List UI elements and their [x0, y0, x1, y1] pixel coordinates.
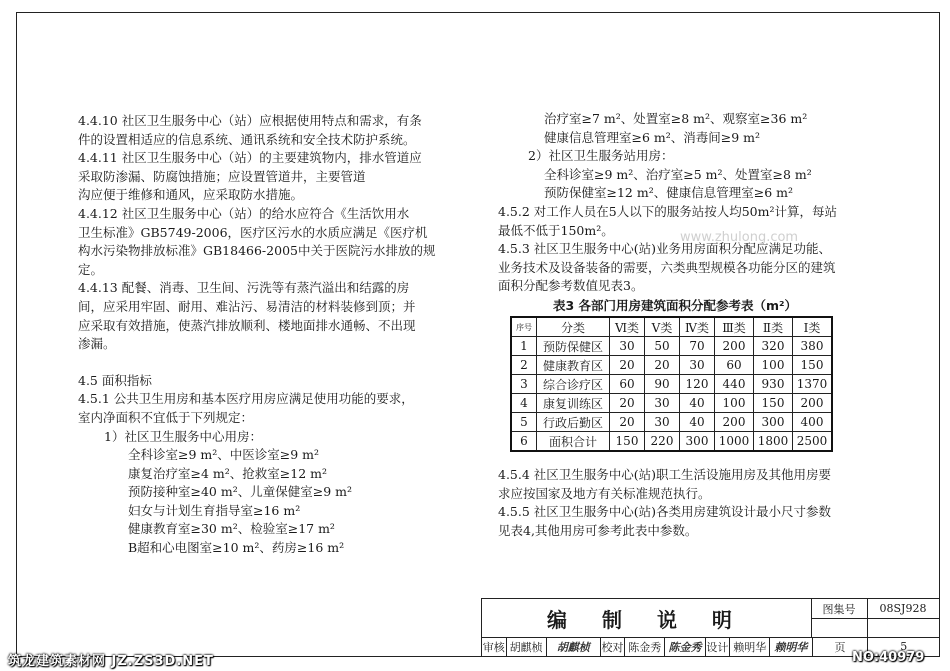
text-line: 最低不低于150m²。: [498, 222, 614, 238]
watermark-left: 筑龙建筑素材网 JZ.ZS3D.NET: [8, 654, 214, 669]
table-row: [511, 413, 832, 432]
table-cell: 200: [793, 394, 833, 413]
text-line: 应采取有效措施，使蒸汽排放顺利、楼地面排水通畅、不出现: [78, 317, 416, 333]
table-cell: 20: [610, 394, 645, 413]
text-line: 健康信息管理室≥6 m²、消毒间≥9 m²: [544, 129, 761, 145]
text-line: 预防保健室≥12 m²、健康信息管理室≥6 m²: [544, 185, 793, 201]
table-cell: 30: [645, 394, 680, 413]
table-cell: 90: [645, 375, 680, 394]
reviewer-signature: 胡麒桢: [547, 637, 601, 656]
table-row: [511, 337, 832, 356]
watermark-right: NO:40979: [852, 650, 925, 665]
table-cell: 440: [715, 375, 754, 394]
table-header-row: [511, 317, 832, 337]
text-line: 康复治疗室≥4 m²、抢救室≥12 m²: [128, 465, 327, 481]
text-line: 4.4.11 社区卫生服务中心（站）的主要建筑物内，排水管道应: [78, 150, 422, 166]
text-line: 预防接种室≥40 m²、儿童保健室≥9 m²: [128, 484, 352, 500]
left-text-column: [78, 112, 483, 558]
text-line: 件的设置相适应的信息系统、通讯系统和安全技术防护系统。: [78, 131, 416, 147]
text-line: 渗漏。: [78, 336, 116, 352]
table-cell: 30: [610, 337, 645, 356]
table-row-total: [511, 432, 832, 452]
table-cell: 4: [511, 394, 537, 413]
check-label: 校对: [601, 637, 626, 656]
table-cell: 40: [680, 413, 715, 432]
table-cell: 300: [680, 432, 715, 452]
table-cell: 2500: [793, 432, 833, 452]
header-cell: Ⅳ类: [680, 317, 715, 337]
table-cell: 综合诊疗区: [537, 375, 610, 394]
table-cell: 200: [715, 337, 754, 356]
table-cell: 100: [715, 394, 754, 413]
text-line: 4.5.1 公共卫生用房和基本医疗用房应满足使用功能的要求，: [78, 391, 414, 407]
text-line: 全科诊室≥9 m²、中医诊室≥9 m²: [128, 447, 320, 463]
text-line: 治疗室≥7 m²、处置室≥8 m²、观察室≥36 m²: [544, 111, 808, 126]
title-block: [481, 598, 940, 657]
table-cell: 200: [715, 413, 754, 432]
title-block-cell: [811, 618, 868, 638]
table-cell: 1370: [793, 375, 833, 394]
header-cell: Ⅰ类: [793, 317, 833, 337]
table-cell: 60: [610, 375, 645, 394]
table-cell: 行政后勤区: [537, 413, 610, 432]
text-line: B超和心电图室≥10 m²、药房≥16 m²: [128, 540, 345, 556]
table-cell: 20: [645, 356, 680, 375]
text-line: 4.4.13 配餐、消毒、卫生间、污洗等有蒸汽溢出和结露的房: [78, 280, 410, 296]
reviewer-name: 胡麒桢: [507, 637, 547, 656]
watermark-center: www.zhulong.com: [680, 230, 799, 245]
table-cell: 100: [754, 356, 793, 375]
checker-name: 陈金秀: [625, 637, 665, 656]
table-row: [511, 356, 832, 375]
table-cell: 5: [511, 413, 537, 432]
checker-signature: 陈金秀: [665, 637, 705, 656]
table-cell: 930: [754, 375, 793, 394]
page-number: 5: [900, 640, 908, 653]
table-cell: 20: [610, 356, 645, 375]
table-cell: 1: [511, 337, 537, 356]
text-line: 2）社区卫生服务站用房：: [528, 148, 674, 164]
text-line: 室内净面积不宜低于下列规定：: [78, 409, 254, 425]
table-cell: 300: [754, 413, 793, 432]
text-line: 4.5.5 社区卫生服务中心(站)各类用房建筑设计最小尺寸参数: [498, 504, 832, 520]
header-cell: Ⅴ类: [645, 317, 680, 337]
table-cell: 1000: [715, 432, 754, 452]
table-cell: 50: [645, 337, 680, 356]
page-label: 页: [813, 637, 869, 656]
table-cell: 3: [511, 375, 537, 394]
table-cell: 60: [715, 356, 754, 375]
text-line: 求应按国家及地方有关标准规范执行。: [498, 485, 711, 501]
designer-name: 赖明华: [730, 637, 770, 656]
designer-signature: 赖明华: [770, 637, 812, 656]
text-line: 构水污染物排放标准》GB18466-2005中关于医院污水排放的规: [78, 243, 436, 259]
table-cell: 康复训练区: [537, 394, 610, 413]
table-cell: 面积合计: [537, 432, 610, 452]
text-line: 见表4,其他用房可参考此表中参数。: [498, 522, 698, 538]
table-cell: 30: [680, 356, 715, 375]
atlas-number-label: 图集号: [811, 599, 868, 619]
right-text-column: [498, 110, 918, 296]
right-text-column-lower: [498, 466, 831, 540]
table-cell: 150: [610, 432, 645, 452]
text-line: 面积分配参考数值见表3。: [498, 278, 644, 294]
table-cell: 健康教育区: [537, 356, 610, 375]
table-cell: 320: [754, 337, 793, 356]
text-line: 妇女与计划生育指导室≥16 m²: [128, 502, 301, 518]
header-cell: 分类: [537, 317, 610, 337]
text-line: 1）社区卫生服务中心用房：: [104, 428, 262, 444]
header-cell: Ⅲ类: [715, 317, 754, 337]
text-line: 4.5.3 社区卫生服务中心(站)业务用房面积分配应满足功能、: [498, 241, 832, 257]
text-line: 4.4.10 社区卫生服务中心（站）应根据使用特点和需求，有条: [78, 113, 422, 128]
section-heading: 4.5 面积指标: [78, 372, 152, 388]
table-cell: 150: [754, 394, 793, 413]
table-row: [511, 394, 832, 413]
area-allocation-table: [510, 316, 833, 452]
table-cell: 2: [511, 356, 537, 375]
table-cell: 70: [680, 337, 715, 356]
table-cell: 30: [645, 413, 680, 432]
text-line: 全科诊室≥9 m²、治疗室≥5 m²、处置室≥8 m²: [544, 166, 812, 182]
table-cell: 预防保健区: [537, 337, 610, 356]
document-title: 编 制 说 明: [482, 599, 812, 638]
review-label: 审核: [482, 637, 507, 656]
text-line: 间，应采用牢固、耐用、难沾污、易清洁的材料装修到顶；并: [78, 298, 416, 314]
header-cell: 序号: [511, 317, 537, 337]
atlas-number: 08SJ928: [867, 599, 939, 619]
text-line: 业务技术及设备装备的需要，六类典型规模各功能分区的建筑: [498, 259, 836, 275]
text-line: 4.5.4 社区卫生服务中心(站)职工生活设施用房及其他用房要: [498, 467, 832, 482]
table-caption: 表3 各部门用房建筑面积分配参考表（m²）: [552, 298, 798, 313]
text-line: 4.5.2 对工作人员在5人以下的服务站按人均50m²计算，每站: [498, 203, 838, 219]
design-label: 设计: [706, 637, 731, 656]
table-cell: 120: [680, 375, 715, 394]
table-cell: 6: [511, 432, 537, 452]
table-row: [511, 375, 832, 394]
text-line: 4.4.12 社区卫生服务中心（站）的给水应符合《生活饮用水: [78, 205, 410, 221]
text-line: 健康教育室≥30 m²、检验室≥17 m²: [128, 521, 335, 537]
table-cell: 40: [680, 394, 715, 413]
text-line: 沟应便于维修和通风，应采取防水措施。: [78, 187, 304, 203]
table-cell: 400: [793, 413, 833, 432]
table-cell: 380: [793, 337, 833, 356]
table-cell: 220: [645, 432, 680, 452]
table-cell: 20: [610, 413, 645, 432]
header-cell: Ⅱ类: [754, 317, 793, 337]
table-cell: 150: [793, 356, 833, 375]
title-block-cell: [867, 618, 939, 638]
text-line: 采取防渗漏、防腐蚀措施；应设置管道井，主要管道: [78, 168, 366, 184]
text-line: 卫生标准》GB5749-2006，医疗区污水的水质应满足《医疗机: [78, 224, 428, 240]
header-cell: Ⅵ类: [610, 317, 645, 337]
text-line: 定。: [78, 261, 104, 277]
table-cell: 1800: [754, 432, 793, 452]
